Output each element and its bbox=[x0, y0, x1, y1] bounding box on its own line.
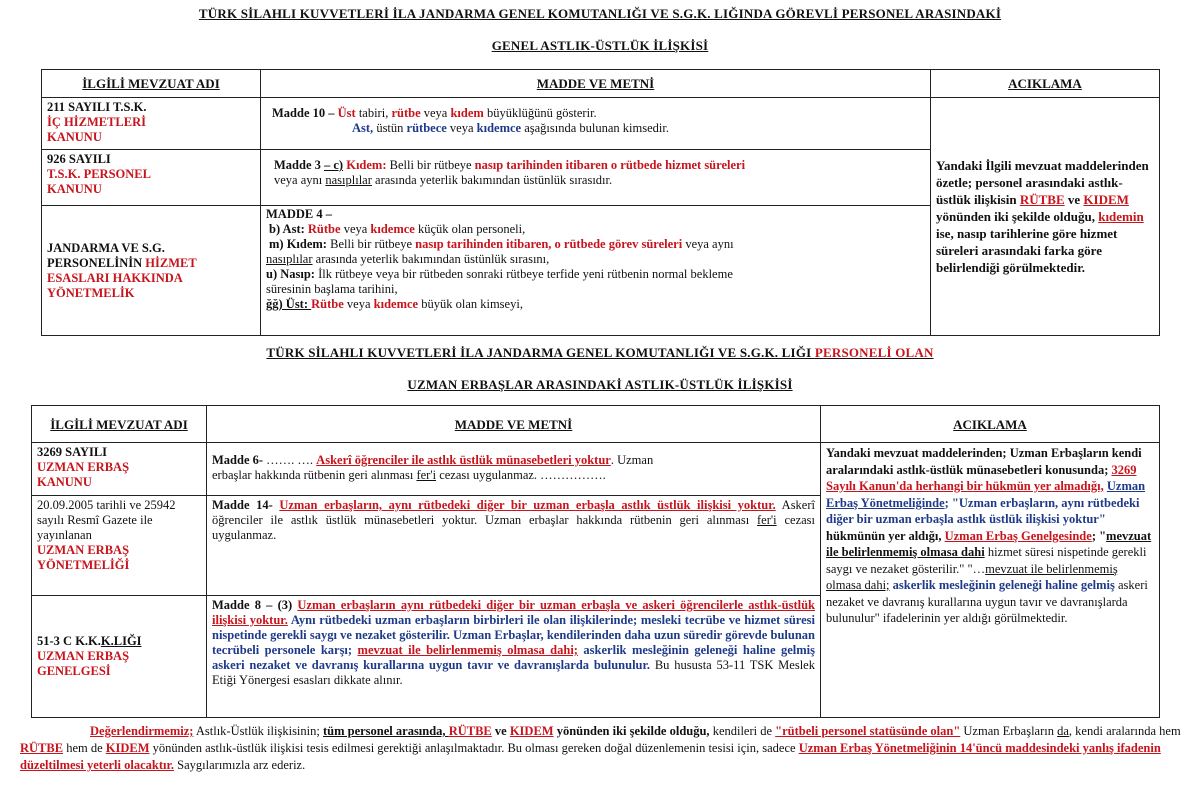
col-header-madde-2: MADDE VE METNİ bbox=[207, 406, 821, 443]
evaluation-footer: Değerlendirmemiz; Astlık-Üstlük ilişkisinin; tüm personel arasında, RÜTBE ve KIDEM yönünden iki şekilde olduğu, kendileri de "rütbeli personel statüsünde olan" Uzman Erbaşların da, kendi aralarında hem RÜTBE hem de KIDEM yönünden astlık-üstlük ilişkisi tesis edilmesi gerektiği anlaşılmaktadır. Bu olması gereken doğal düzenlemenin tesisi için, sadece Uzman Erbaş Yönetmeliğinin 14'üncü maddesindeki yanlış ifadenin düzeltilmesi yeterli olacaktır. Saygılarımızla arz ederiz. bbox=[20, 724, 1181, 772]
law-jandarma-yonetmelik: JANDARMA VE S.G. PERSONELİNİN HİZMET ESASLARI HAKKINDA YÖNETMELİK bbox=[42, 206, 261, 336]
title-line-3: TÜRK SİLAHLI KUVVETLERİ İLA JANDARMA GENEL KOMUTANLIĞI VE S.G.K. LIĞI PERSONELİ OLAN bbox=[266, 345, 934, 360]
law-926: 926 SAYILI T.S.K. PERSONEL KANUNU bbox=[42, 150, 261, 206]
article-10: Madde 10 – Üst tabiri, rütbe veya kıdem büyüklüğünü gösterir. Ast, üstün rütbece veya kıdemce aşağısında bulunan kimsedir. bbox=[261, 98, 931, 150]
law-51-3-genelge: 51-3 C K.K.K.LIĞI UZMAN ERBAŞ GENELGESİ bbox=[32, 596, 207, 718]
article-4: MADDE 4 – b) Ast: Rütbe veya kıdemce küçük olan personeli, m) Kıdem: Belli bir rütbeye nasıp tarihinden itibaren, o rütbede görev süreleri veya aynı nasıplılar arasında yeterlik bakımından üstünlük sırasını, u) Nasıp: İlk rütbeye veya bir rütbeden sonraki rütbeye terfide yeni rütbenin normal bekleme süresinin başlama tarihini, ğğ) Üst: Rütbe veya kıdemce büyük olan kimseyi, bbox=[261, 206, 931, 336]
law-3269: 3269 SAYILI UZMAN ERBAŞ KANUNU bbox=[32, 443, 207, 496]
col-header-mevzuat-2: İLGİLİ MEVZUAT ADI bbox=[32, 406, 207, 443]
general-relationship-table bbox=[41, 69, 1160, 336]
col-header-madde: MADDE VE METNİ bbox=[261, 70, 931, 98]
col-header-aciklama: ACIKLAMA bbox=[931, 70, 1160, 98]
col-header-mevzuat: İLGİLİ MEVZUAT ADI bbox=[42, 70, 261, 98]
article-6: Madde 6- ……. …. Askerî öğrenciler ile astlık üstlük münasebetleri yoktur. Uzman erbaşlar hakkında rütbenin geri alınması fer'i cezası uygulanmaz. ……………. bbox=[207, 443, 821, 496]
summary-note-2: Yandaki mevzuat maddelerinden; Uzman Erbaşların kendi aralarındaki astlık-üstlük münasebetleri konusunda; 3269 Sayılı Kanun'da herhangi bir hükmün yer almadığı, Uzman Erbaş Yönetmeliğinde; "Uzman erbaşların, aynı rütbedeki diğer bir uzman erbaşla astlık üstlük ilişkisi yoktur" hükmünün yer aldığı, Uzman Erbaş Genelgesinde; "mevzuat ile belirlenmemiş olmasa dahi hizmet süresi nispetinde gerekli saygı ve nezaket gösterilir." "…mevzuat ile belirlenmemiş olmasa dahi; askerlik mesleğinin geleneği haline gelmiş askeri nezaket ve davranış kurallarına uygun tavır ve davranışlarda bulunulur" ifadelerinin yer aldığı görülmektedir. bbox=[821, 443, 1160, 718]
summary-note-1: Yandaki İlgili mevzuat maddelerinden özetle; personel arasındaki astlık-üstlük ilişkisin RÜTBE ve KIDEM yönünden iki şekilde olduğu, kıdemin ise, nasıp tarihlerine göre hizmet süreleri arasındaki farka göre belirlendiği görülmektedir. bbox=[931, 98, 1160, 336]
article-3: Madde 3 – c) Kıdem: Belli bir rütbeye nasıp tarihinden itibaren o rütbede hizmet süreleri veya aynı nasıplılar arasında yeterlik bakımından üstünlük sırasıdır. bbox=[261, 150, 931, 206]
specialist-sergeant-table bbox=[31, 405, 1160, 718]
article-8: Madde 8 – (3) Uzman erbaşların aynı rütbedeki diğer bir uzman erbaşla ve askeri öğrencilerle astlık-üstlük ilişkisi yoktur. Aynı rütbedeki uzman erbaşların birbirleri ile olan ilişkilerinde; mesleki tecrübe ve hizmet süresi nispetinde gerekli saygı ve nezaket gösterilir. Uzman Erbaşlar, kendilerinden daha uzun süredir görevde bulunan tecrübeli personele karşı; mevzuat ile belirlenmemiş olmasa dahi; askerlik mesleğinin geleneği haline gelmiş askeri nezaket ve davranış kurallarına uygun tavır ve davranışlarda bulunulur. Bu hususta 53-11 TSK Meslek Etiği Yönergesi esasları dikkate alınır. bbox=[207, 596, 821, 718]
title-line-2: GENEL ASTLIK-ÜSTLÜK İLİŞKİSİ bbox=[491, 38, 709, 53]
law-uzman-yonetmelik: 20.09.2005 tarihli ve 25942 sayılı Resmî Gazete ile yayınlanan UZMAN ERBAŞ YÖNETMELİĞİ bbox=[32, 496, 207, 596]
col-header-aciklama-2: ACIKLAMA bbox=[821, 406, 1160, 443]
title-line-1: TÜRK SİLAHLI KUVVETLERİ İLA JANDARMA GENEL KOMUTANLIĞI VE S.G.K. LIĞINDA GÖREVLİ PERSONEL ARASINDAKİ bbox=[198, 6, 1002, 21]
law-211: 211 SAYILI T.S.K. İÇ HİZMETLERİ KANUNU bbox=[42, 98, 261, 150]
title-line-4: UZMAN ERBAŞLAR ARASINDAKİ ASTLIK-ÜSTLÜK İLİŞKİSİ bbox=[407, 377, 793, 392]
article-14: Madde 14- Uzman erbaşların, aynı rütbedeki diğer bir uzman erbaşla astlık üstlük ilişkisi yoktur. Askerî öğrenciler ile astlık üstlük münasebetleri yoktur. Uzman erbaşlar hakkında rütbenin geri alınması fer'i cezası uygulanmaz. bbox=[207, 496, 821, 596]
